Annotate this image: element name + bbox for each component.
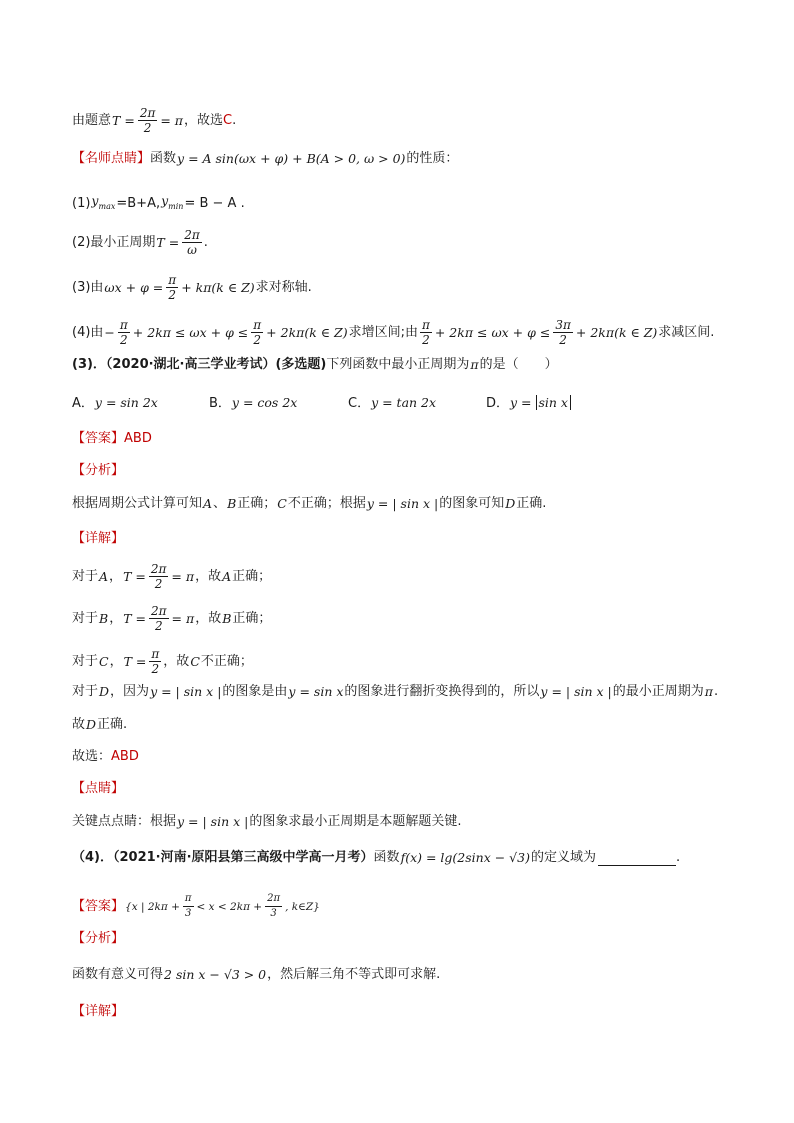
text: = B − A . [184,196,245,211]
detail-3-heading [72,530,124,548]
detail-c: 对于 C ， T = $\frac{\pi}{2}$ ，故 C 不正确； [72,647,253,676]
tag-teacher-tip: 【名师点睛】 [72,151,151,166]
tag-detail: 【详解】 [72,1004,125,1019]
math-ymin: $y_{min}$ [161,193,184,211]
text: 的性质： [406,151,459,166]
math-T: T = [112,112,135,128]
math-function-form: y = A sin(ωx + φ) + B(A > 0, ω > 0) [177,151,406,166]
text: =B+A, [116,196,161,211]
option-b[interactable]: B．y = cos 2x [209,395,298,411]
text: 求减区间. [658,324,715,340]
text: (3)由 [72,279,104,295]
text: 求对称轴. [255,279,312,295]
answer-3 [72,430,152,448]
detail-b: 对于 B ， T = $\frac{2\pi}{2}$ = π ，故 B 正确； [72,604,272,633]
fraction-2pi-2: $\frac{2\pi}{2}$ [139,106,156,135]
tag-key-point: 【点睛】 [72,781,125,796]
analysis-3-heading [72,462,124,480]
option-a[interactable]: A．y = sin 2x [72,395,158,411]
text: (2)最小正周期 [72,234,156,250]
math-axis-condition: ωx + φ = [104,279,164,295]
answer-letter: C [223,112,233,128]
answer-set: {x | 2kπ + [125,900,180,913]
fraction-pi-2: $\frac{\pi}{2}$ [168,273,177,302]
tag-answer: 【答案】 [72,898,125,914]
answer-4: 【答案】 {x | 2kπ + $\frac{\pi}{3}$ < x < 2kπ + $\frac{2\pi}{3}$ , k∈Z} [72,893,320,919]
math-ymax: $y_{max}$ [91,193,116,211]
key-point-text: 关键点点睛：根据 y = | sin x | 的图象求最小正周期是本题解题关键. [72,814,462,829]
detail-d: 对于 D ，因为 y = | sin x | 的图象是由 y = sin x 的图象进行翻折变换得到的，所以 y = | sin x | 的最小正周期为 π . [72,684,719,699]
detail-a: 对于 A ， T = $\frac{2\pi}{2}$ = π ，故 A 正确； [72,562,272,591]
line-tip-3 [72,273,312,302]
analysis-3-text: 根据周期公式计算可知 A 、 B 正确； C 不正确；根据 y = | sin x | 的图象可知 D 正确. [72,496,547,511]
question-source: （4)．（2021·河南·原阳县第三高级中学高一月考） [72,850,374,865]
text: (1) [72,196,91,211]
fraction-pi-2: $\frac{\pi}{2}$ [119,318,128,347]
detail-d-2: 故 D 正确. [72,717,128,732]
answer-value: ABD [124,431,152,446]
fraction-3pi-2: $\frac{3\pi}{2}$ [555,318,571,347]
tag-analysis: 【分析】 [72,463,125,478]
text: . [232,112,237,128]
math-kpi: + kπ(k ∈ Z) [181,279,255,295]
line-tip-2: (2)最小正周期 T = $\frac{2\pi}{\omega}$ . [72,228,208,257]
tag-answer: 【答案】 [72,431,125,446]
question-4: （4)．（2021·河南·原阳县第三高级中学高一月考） 函数 f(x) = lg(2sinx − √3) 的定义域为 . [72,850,681,865]
line-tip-1 [72,192,245,216]
text: (4)由 [72,324,104,340]
fraction-2pi-omega: $\frac{2\pi}{\omega}$ [184,228,200,257]
question-text: 下列函数中最小正周期为 [326,357,470,372]
tag-analysis: 【分析】 [72,931,125,946]
text: 求增区间;由 [348,324,418,340]
line-teacher-tip [72,150,458,168]
analysis-4-heading [72,930,124,948]
line-period-conclusion [72,106,236,135]
math-decreasing-condition: + 2kπ ≤ ωx + φ ≤ [434,324,551,340]
final-choice: 故选： ABD [72,749,139,764]
fraction-pi-2: π 2 [421,318,430,347]
math-T: T = [156,234,180,250]
fraction-pi-2: $\frac{\pi}{2}$ [253,318,262,347]
analysis-4-text: 函数有意义可得 2 sin x − √3 > 0 ，然后解三角不等式即可求解. [72,967,441,982]
key-point-heading [72,780,124,798]
detail-4-heading [72,1003,124,1021]
option-d[interactable]: D．y = sin x [486,394,572,413]
question-text: 的是（ ） [479,357,558,372]
question-source: (3)．（2020·湖北·高三学业考试）(多选题) [72,357,327,372]
answer-blank [598,851,676,866]
math-eq-pi: = π [160,112,184,128]
text: 由题意 [72,112,112,128]
tag-detail: 【详解】 [72,531,125,546]
math-increasing-condition: + 2kπ ≤ ωx + φ ≤ [132,324,249,340]
text: 函数 [150,151,177,166]
option-c[interactable]: C．y = tan 2x [348,395,437,411]
question-3: (3)．（2020·湖北·高三学业考试）(多选题) 下列函数中最小正周期为 π 的是（ ） [72,357,558,372]
text: ，故选 [184,112,224,128]
line-tip-4: (4)由 − $\frac{\pi}{2}$ + 2kπ ≤ ωx + φ ≤ $\frac{\pi}{2}$ + 2kπ(k ∈ Z) 求增区间;由 π 2 + 2kπ ≤ ωx + φ ≤ $\frac{3\pi}{2}$ + 2kπ(k ∈ Z) 求减区间. [72,318,715,347]
math-function-lg: f(x) = lg(2sinx − √3) [400,850,530,865]
options-row [72,394,572,413]
